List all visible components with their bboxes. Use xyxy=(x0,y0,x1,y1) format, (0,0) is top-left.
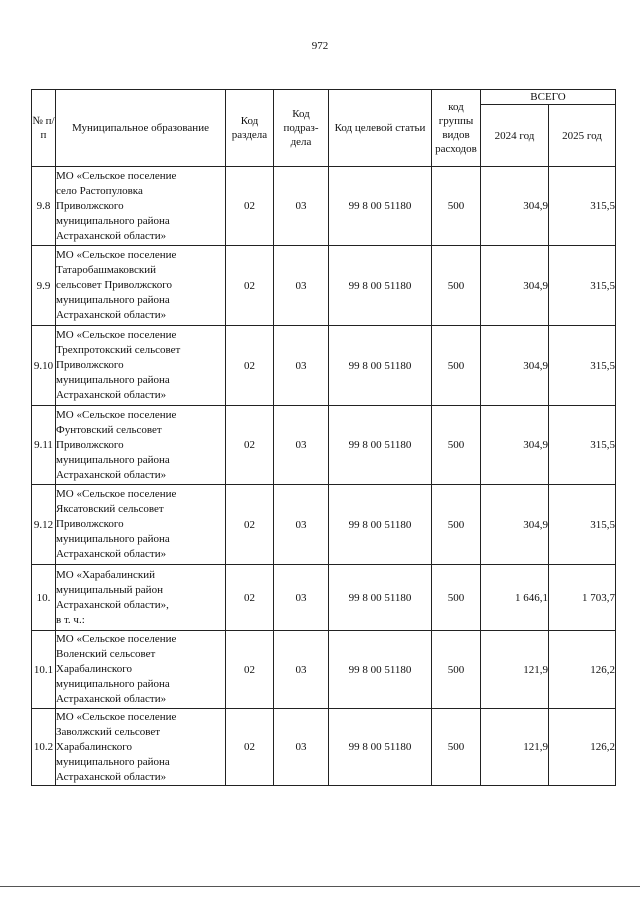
table-header xyxy=(32,90,616,167)
amount-2024: 304,9 xyxy=(481,406,549,485)
header-year-2025: 2025 год xyxy=(549,105,616,167)
municipality-name-line: Фунтовский сельсовет xyxy=(56,423,162,436)
header-total: ВСЕГО xyxy=(481,90,616,105)
municipality-name-line: село Растопуловка xyxy=(56,184,143,197)
row-number: 10. xyxy=(32,565,56,631)
subsection-code: 03 xyxy=(274,167,329,246)
expense-group-code: 500 xyxy=(432,406,481,485)
table-row xyxy=(32,246,616,326)
amount-2024: 121,9 xyxy=(481,709,549,786)
footer-rule xyxy=(0,886,640,887)
amount-2025: 315,5 xyxy=(549,326,616,406)
municipality-name-line: Заволжский сельсовет xyxy=(56,725,161,738)
expense-group-code: 500 xyxy=(432,246,481,326)
row-number: 9.9 xyxy=(32,246,56,326)
target-code: 99 8 00 51180 xyxy=(329,406,432,485)
amount-2024: 304,9 xyxy=(481,246,549,326)
table-row xyxy=(32,326,616,406)
expense-group-code: 500 xyxy=(432,485,481,565)
row-number: 9.12 xyxy=(32,485,56,565)
table-row xyxy=(32,167,616,246)
target-code: 99 8 00 51180 xyxy=(329,246,432,326)
row-number: 10.2 xyxy=(32,709,56,786)
municipality-name-line: МО «Сельское поселение xyxy=(56,710,177,723)
municipality-name-line: муниципального района xyxy=(56,678,170,690)
amount-2025: 315,5 xyxy=(549,406,616,485)
amount-2025: 126,2 xyxy=(549,709,616,786)
section-code: 02 xyxy=(226,485,274,565)
expense-group-code: 500 xyxy=(432,326,481,406)
table-row xyxy=(32,406,616,485)
target-code: 99 8 00 51180 xyxy=(329,167,432,246)
amount-2024: 304,9 xyxy=(481,485,549,565)
header-target-code: Код целевой статьи xyxy=(329,90,432,167)
municipality-name-line: Харабалинского xyxy=(56,663,132,675)
municipality-name-line: сельсовет Приволжского xyxy=(56,279,172,291)
table-row xyxy=(32,631,616,709)
subsection-code: 03 xyxy=(274,709,329,786)
municipality-name-line: Астраханской области» xyxy=(56,389,167,401)
municipality-name-line: Трехпротокский сельсовет xyxy=(56,344,181,356)
amount-2024: 304,9 xyxy=(481,167,549,246)
municipality-name-line: Приволжского xyxy=(56,199,124,212)
target-code: 99 8 00 51180 xyxy=(329,326,432,406)
header-expense-group: код группы видов расходов xyxy=(432,90,481,167)
municipality-name-line: Астраханской области» xyxy=(56,468,167,481)
header-num: № п/п xyxy=(32,90,56,167)
subsection-code: 03 xyxy=(274,565,329,631)
section-code: 02 xyxy=(226,326,274,406)
table-row xyxy=(32,709,616,786)
section-code: 02 xyxy=(226,631,274,709)
municipality-name-line: МО «Сельское поселение xyxy=(56,408,177,421)
row-number: 9.10 xyxy=(32,326,56,406)
municipality-name xyxy=(56,709,226,786)
subsection-code: 03 xyxy=(274,485,329,565)
row-number: 10.1 xyxy=(32,631,56,709)
expense-group-code: 500 xyxy=(432,565,481,631)
municipality-name-line: Приволжского xyxy=(56,518,124,530)
table-body xyxy=(32,167,616,786)
section-code: 02 xyxy=(226,246,274,326)
municipality-name-line: МО «Сельское поселение xyxy=(56,633,177,645)
amount-2025: 1 703,7 xyxy=(549,565,616,631)
municipality-name xyxy=(56,631,226,709)
subsection-code: 03 xyxy=(274,246,329,326)
municipality-name-line: Харабалинского xyxy=(56,740,132,753)
section-code: 02 xyxy=(226,565,274,631)
municipality-name-line: Астраханской области», xyxy=(56,598,169,611)
amount-2025: 315,5 xyxy=(549,167,616,246)
target-code: 99 8 00 51180 xyxy=(329,709,432,786)
municipality-name-line: в т. ч.: xyxy=(56,613,85,626)
table-row xyxy=(32,565,616,631)
target-code: 99 8 00 51180 xyxy=(329,485,432,565)
subsection-code: 03 xyxy=(274,631,329,709)
municipality-name-line: МО «Сельское поселение xyxy=(56,488,177,500)
municipality-name-line: муниципального района xyxy=(56,755,170,768)
municipality-name xyxy=(56,167,226,246)
header-municipality: Муниципальное образование xyxy=(56,90,226,167)
page-number: 972 xyxy=(311,40,329,52)
table-row xyxy=(32,485,616,565)
amount-2024: 304,9 xyxy=(481,326,549,406)
amount-2024: 121,9 xyxy=(481,631,549,709)
header-year-2024: 2024 год xyxy=(481,105,549,167)
row-number: 9.8 xyxy=(32,167,56,246)
municipality-name-line: Воленский сельсовет xyxy=(56,648,156,660)
municipality-name-line: Яксатовский сельсовет xyxy=(56,503,164,515)
subsection-code: 03 xyxy=(274,326,329,406)
municipality-name-line: Астраханской области» xyxy=(56,693,167,705)
municipality-name xyxy=(56,406,226,485)
municipality-name-line: Татаробашмаковский xyxy=(56,264,156,276)
target-code: 99 8 00 51180 xyxy=(329,565,432,631)
municipality-name-line: муниципального района xyxy=(56,214,170,227)
municipality-name-line: МО «Сельское поселение xyxy=(56,249,177,261)
municipality-name-line: МО «Харабалинский xyxy=(56,568,156,581)
municipality-name-line: МО «Сельское поселение xyxy=(56,169,177,182)
municipality-name-line: муниципальный район xyxy=(56,583,163,596)
municipality-name-line: муниципального района xyxy=(56,453,170,466)
amount-2025: 315,5 xyxy=(549,485,616,565)
municipality-name-line: муниципального района xyxy=(56,374,170,386)
municipality-name-line: Астраханской области» xyxy=(56,770,167,783)
municipality-name-line: Астраханской области» xyxy=(56,548,167,560)
header-subsection-code: Код подраз-дела xyxy=(274,90,329,167)
municipality-name-line: Приволжского xyxy=(56,359,124,371)
header-section-code: Код раздела xyxy=(226,90,274,167)
municipality-name-line: Астраханской области» xyxy=(56,309,167,321)
municipality-name-line: муниципального района xyxy=(56,533,170,545)
target-code: 99 8 00 51180 xyxy=(329,631,432,709)
amount-2025: 315,5 xyxy=(549,246,616,326)
municipality-name-line: Астраханской области» xyxy=(56,229,167,242)
municipality-name-line: МО «Сельское поселение xyxy=(56,329,177,341)
budget-table xyxy=(31,89,616,786)
section-code: 02 xyxy=(226,406,274,485)
amount-2024: 1 646,1 xyxy=(481,565,549,631)
municipality-name xyxy=(56,326,226,406)
municipality-name xyxy=(56,246,226,326)
row-number: 9.11 xyxy=(32,406,56,485)
municipality-name xyxy=(56,485,226,565)
subsection-code: 03 xyxy=(274,406,329,485)
amount-2025: 126,2 xyxy=(549,631,616,709)
expense-group-code: 500 xyxy=(432,167,481,246)
municipality-name xyxy=(56,565,226,631)
expense-group-code: 500 xyxy=(432,631,481,709)
expense-group-code: 500 xyxy=(432,709,481,786)
section-code: 02 xyxy=(226,709,274,786)
section-code: 02 xyxy=(226,167,274,246)
municipality-name-line: муниципального района xyxy=(56,294,170,306)
municipality-name-line: Приволжского xyxy=(56,438,124,451)
